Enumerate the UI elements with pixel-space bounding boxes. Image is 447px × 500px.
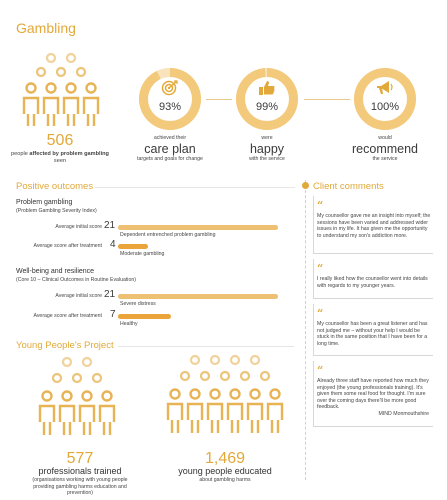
bar-fill — [118, 294, 278, 299]
divider — [304, 99, 350, 100]
bar-fill — [118, 225, 278, 230]
row-value: 7 — [110, 309, 116, 320]
row-value: 4 — [110, 239, 116, 250]
donut-percent: 99% — [255, 101, 279, 113]
professionals-label: professionals trained — [38, 466, 122, 476]
row-label: Average score after treatment — [33, 313, 102, 319]
caption-care-plan — [120, 135, 220, 162]
comment-text: My counsellor has been a great listener and has not judged me – without your help I would be stuck in the same position that I have been for a long time. — [317, 321, 428, 347]
quote-icon: “ — [317, 307, 324, 320]
caption-recommend — [335, 135, 435, 162]
thumbs-up-icon — [236, 80, 298, 96]
divider — [95, 187, 295, 188]
comment-text: Already three staff have reported how much they enjoyed (the young professionals training). It's given them some real food for thought. I'm sure over the coming days there'll be more good feedback. — [317, 378, 429, 410]
donut-percent: 100% — [370, 101, 400, 113]
row-caption: Dependent entrenched problem gambling — [120, 232, 216, 238]
comment-card — [313, 196, 433, 254]
comment-card — [313, 361, 433, 427]
comment-attribution: MIND Monmouthshire — [378, 410, 429, 417]
donut-happy — [236, 68, 298, 130]
young-people-label: young people educated — [178, 466, 272, 476]
donut-care-plan — [139, 68, 201, 130]
quote-icon: “ — [317, 262, 324, 275]
megaphone-icon — [354, 80, 416, 96]
quote-icon: “ — [317, 199, 324, 212]
row-value: 21 — [104, 220, 116, 231]
caption-post: the service — [372, 155, 398, 162]
row-label: Average initial score — [55, 293, 102, 299]
young-people-group-icon — [160, 354, 290, 438]
people-count: 506 — [46, 132, 74, 149]
bullet-dot-icon — [302, 182, 309, 189]
professionals-description: (organisations working with young people providing gambling harms education and prevention) — [32, 477, 128, 496]
row-caption: Healthy — [120, 321, 138, 327]
problem-gambling-subtitle: (Problem Gambling Severity Index) — [16, 208, 97, 214]
caption-pre: achieved their — [153, 135, 187, 141]
comment-text: My counsellor gave me an insight into myself; the sessions have been varied and addressed wider issues in my life. It has given me the opportunity to understand my son's addiction more. — [317, 213, 431, 239]
row-label: Average score after treatment — [33, 243, 102, 249]
young-people-description: about gambling harms — [199, 477, 251, 483]
caption-happy — [217, 135, 317, 162]
wellbeing-title: Well-being and resilience — [16, 268, 95, 275]
caption-big: care plan — [144, 141, 196, 156]
bar-fill — [118, 244, 148, 249]
caption-big: happy — [249, 141, 285, 156]
row-label: Average initial score — [55, 224, 102, 230]
problem-gambling-title: Problem gambling — [16, 199, 73, 206]
caption-pre: would — [378, 135, 392, 141]
people-desc-bold: affected by problem gambling — [29, 151, 109, 157]
quote-icon: “ — [317, 364, 324, 377]
people-group-icon — [20, 52, 102, 128]
young-people-heading: Young People's Project — [16, 340, 114, 351]
caption-big: recommend — [352, 141, 418, 156]
column-divider — [305, 180, 306, 480]
professionals-group-icon — [34, 356, 120, 438]
row-caption: Moderate gambling — [120, 251, 165, 257]
donut-recommend — [354, 68, 416, 130]
comment-text: I really liked how the counsellor went into details with regards to my younger years. — [317, 276, 428, 289]
professionals-count: 577 — [66, 450, 94, 467]
target-icon — [139, 80, 201, 96]
young-people-count: 1,469 — [204, 450, 246, 467]
caption-post: targets and goals for change — [137, 155, 203, 162]
row-value: 21 — [104, 289, 116, 300]
positive-outcomes-heading: Positive outcomes — [16, 181, 94, 192]
client-comments-heading: Client comments — [313, 181, 384, 192]
wellbeing-subtitle: (Core 10 – Clinical Outcomes in Routine Evaluation) — [16, 277, 136, 283]
comment-card — [313, 259, 433, 299]
row-caption: Severe distress — [120, 301, 156, 307]
page-title: Gambling — [16, 20, 76, 36]
caption-post: with the service — [249, 155, 285, 162]
people-desc-text: people — [11, 151, 28, 157]
donut-percent: 93% — [158, 101, 182, 113]
caption-pre: were — [261, 135, 273, 141]
people-description — [10, 151, 110, 165]
comment-card — [313, 304, 433, 356]
people-desc-text-2: seen — [53, 158, 67, 164]
divider — [206, 99, 232, 100]
bar-fill — [118, 314, 171, 319]
divider — [118, 346, 294, 347]
